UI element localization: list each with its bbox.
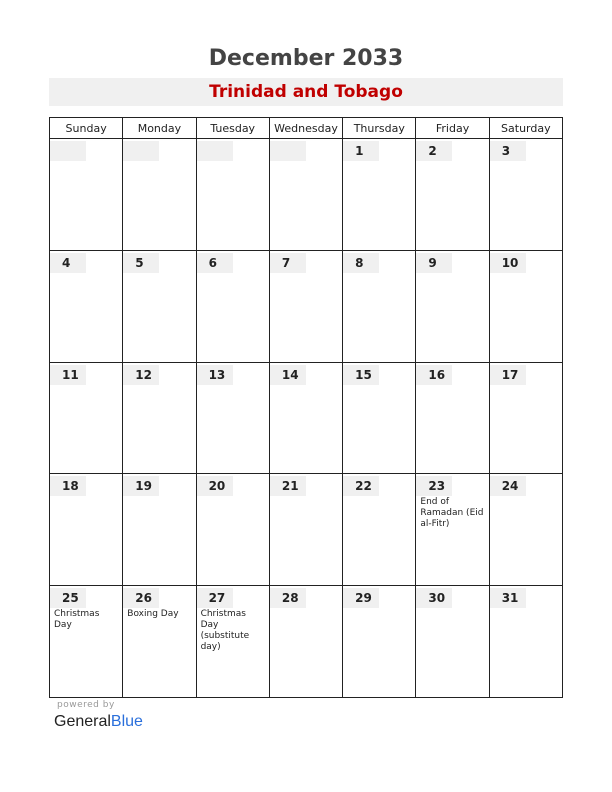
calendar-week-row (50, 139, 563, 251)
weekday-sunday: Sunday (50, 118, 123, 139)
calendar-day-cell (196, 474, 269, 586)
day-number (50, 141, 86, 161)
calendar-day-cell (343, 474, 416, 586)
calendar-day-cell (50, 250, 123, 362)
weekday-saturday: Saturday (489, 118, 562, 139)
day-number: 6 (197, 253, 233, 273)
calendar-day-cell (343, 139, 416, 251)
day-number: 27 (197, 588, 233, 608)
calendar-day-cell (489, 586, 562, 698)
day-number: 16 (416, 365, 452, 385)
weekday-header-row (50, 118, 563, 139)
calendar-body (50, 139, 563, 698)
day-number: 29 (343, 588, 379, 608)
day-number: 22 (343, 476, 379, 496)
day-number: 1 (343, 141, 379, 161)
day-number: 23 (416, 476, 452, 496)
day-number: 4 (50, 253, 86, 273)
day-number (197, 141, 233, 161)
calendar-grid (49, 117, 563, 698)
day-number: 2 (416, 141, 452, 161)
calendar-day-cell (416, 474, 489, 586)
calendar-day-cell (196, 139, 269, 251)
calendar-week-row (50, 362, 563, 474)
calendar-day-cell (416, 250, 489, 362)
calendar-day-cell (196, 586, 269, 698)
day-number: 3 (490, 141, 526, 161)
day-number: 20 (197, 476, 233, 496)
powered-by-label: powered by (57, 700, 115, 710)
calendar-day-cell (269, 250, 342, 362)
day-number: 24 (490, 476, 526, 496)
day-number: 18 (50, 476, 86, 496)
day-number: 14 (270, 365, 306, 385)
holiday-label: Christmas Day (substitute day) (200, 609, 250, 653)
day-number: 31 (490, 588, 526, 608)
day-number: 12 (123, 365, 159, 385)
calendar-day-cell (123, 139, 196, 251)
weekday-monday: Monday (123, 118, 196, 139)
day-number: 26 (123, 588, 159, 608)
calendar-day-cell (50, 362, 123, 474)
holiday-label: Christmas Day (54, 609, 100, 631)
brand-general: General (54, 713, 111, 730)
calendar-day-cell (489, 362, 562, 474)
day-number (123, 141, 159, 161)
calendar-day-cell (343, 362, 416, 474)
holiday-label: Boxing Day (127, 609, 179, 620)
calendar-day-cell (50, 139, 123, 251)
calendar-day-cell (489, 474, 562, 586)
calendar-day-cell (123, 586, 196, 698)
country-name: Trinidad and Tobago (49, 78, 563, 106)
day-number: 5 (123, 253, 159, 273)
calendar-day-cell (269, 474, 342, 586)
calendar-day-cell (50, 586, 123, 698)
calendar-day-cell (416, 139, 489, 251)
day-number: 8 (343, 253, 379, 273)
weekday-thursday: Thursday (343, 118, 416, 139)
calendar-day-cell (269, 586, 342, 698)
day-number: 9 (416, 253, 452, 273)
calendar-day-cell (269, 139, 342, 251)
calendar-week-row (50, 474, 563, 586)
day-number: 11 (50, 365, 86, 385)
weekday-wednesday: Wednesday (269, 118, 342, 139)
calendar-day-cell (50, 474, 123, 586)
day-number: 17 (490, 365, 526, 385)
day-number (270, 141, 306, 161)
calendar-day-cell (489, 139, 562, 251)
calendar-day-cell (343, 250, 416, 362)
day-number: 10 (490, 253, 526, 273)
calendar-week-row (50, 250, 563, 362)
calendar-day-cell (123, 250, 196, 362)
day-number: 15 (343, 365, 379, 385)
weekday-tuesday: Tuesday (196, 118, 269, 139)
day-number: 13 (197, 365, 233, 385)
weekday-friday: Friday (416, 118, 489, 139)
calendar-day-cell (196, 362, 269, 474)
calendar-day-cell (343, 586, 416, 698)
calendar-day-cell (196, 250, 269, 362)
holiday-label: End of Ramadan (Eid al-Fitr) (420, 497, 484, 530)
calendar-week-row (50, 586, 563, 698)
calendar-day-cell (489, 250, 562, 362)
calendar-day-cell (416, 586, 489, 698)
day-number: 30 (416, 588, 452, 608)
page-title: December 2033 (208, 46, 404, 71)
day-number: 28 (270, 588, 306, 608)
day-number: 7 (270, 253, 306, 273)
brand-logo (54, 713, 143, 731)
brand-blue: Blue (110, 713, 143, 730)
calendar-day-cell (123, 474, 196, 586)
calendar-day-cell (416, 362, 489, 474)
calendar-day-cell (123, 362, 196, 474)
calendar-day-cell (269, 362, 342, 474)
day-number: 21 (270, 476, 306, 496)
day-number: 25 (50, 588, 86, 608)
day-number: 19 (123, 476, 159, 496)
